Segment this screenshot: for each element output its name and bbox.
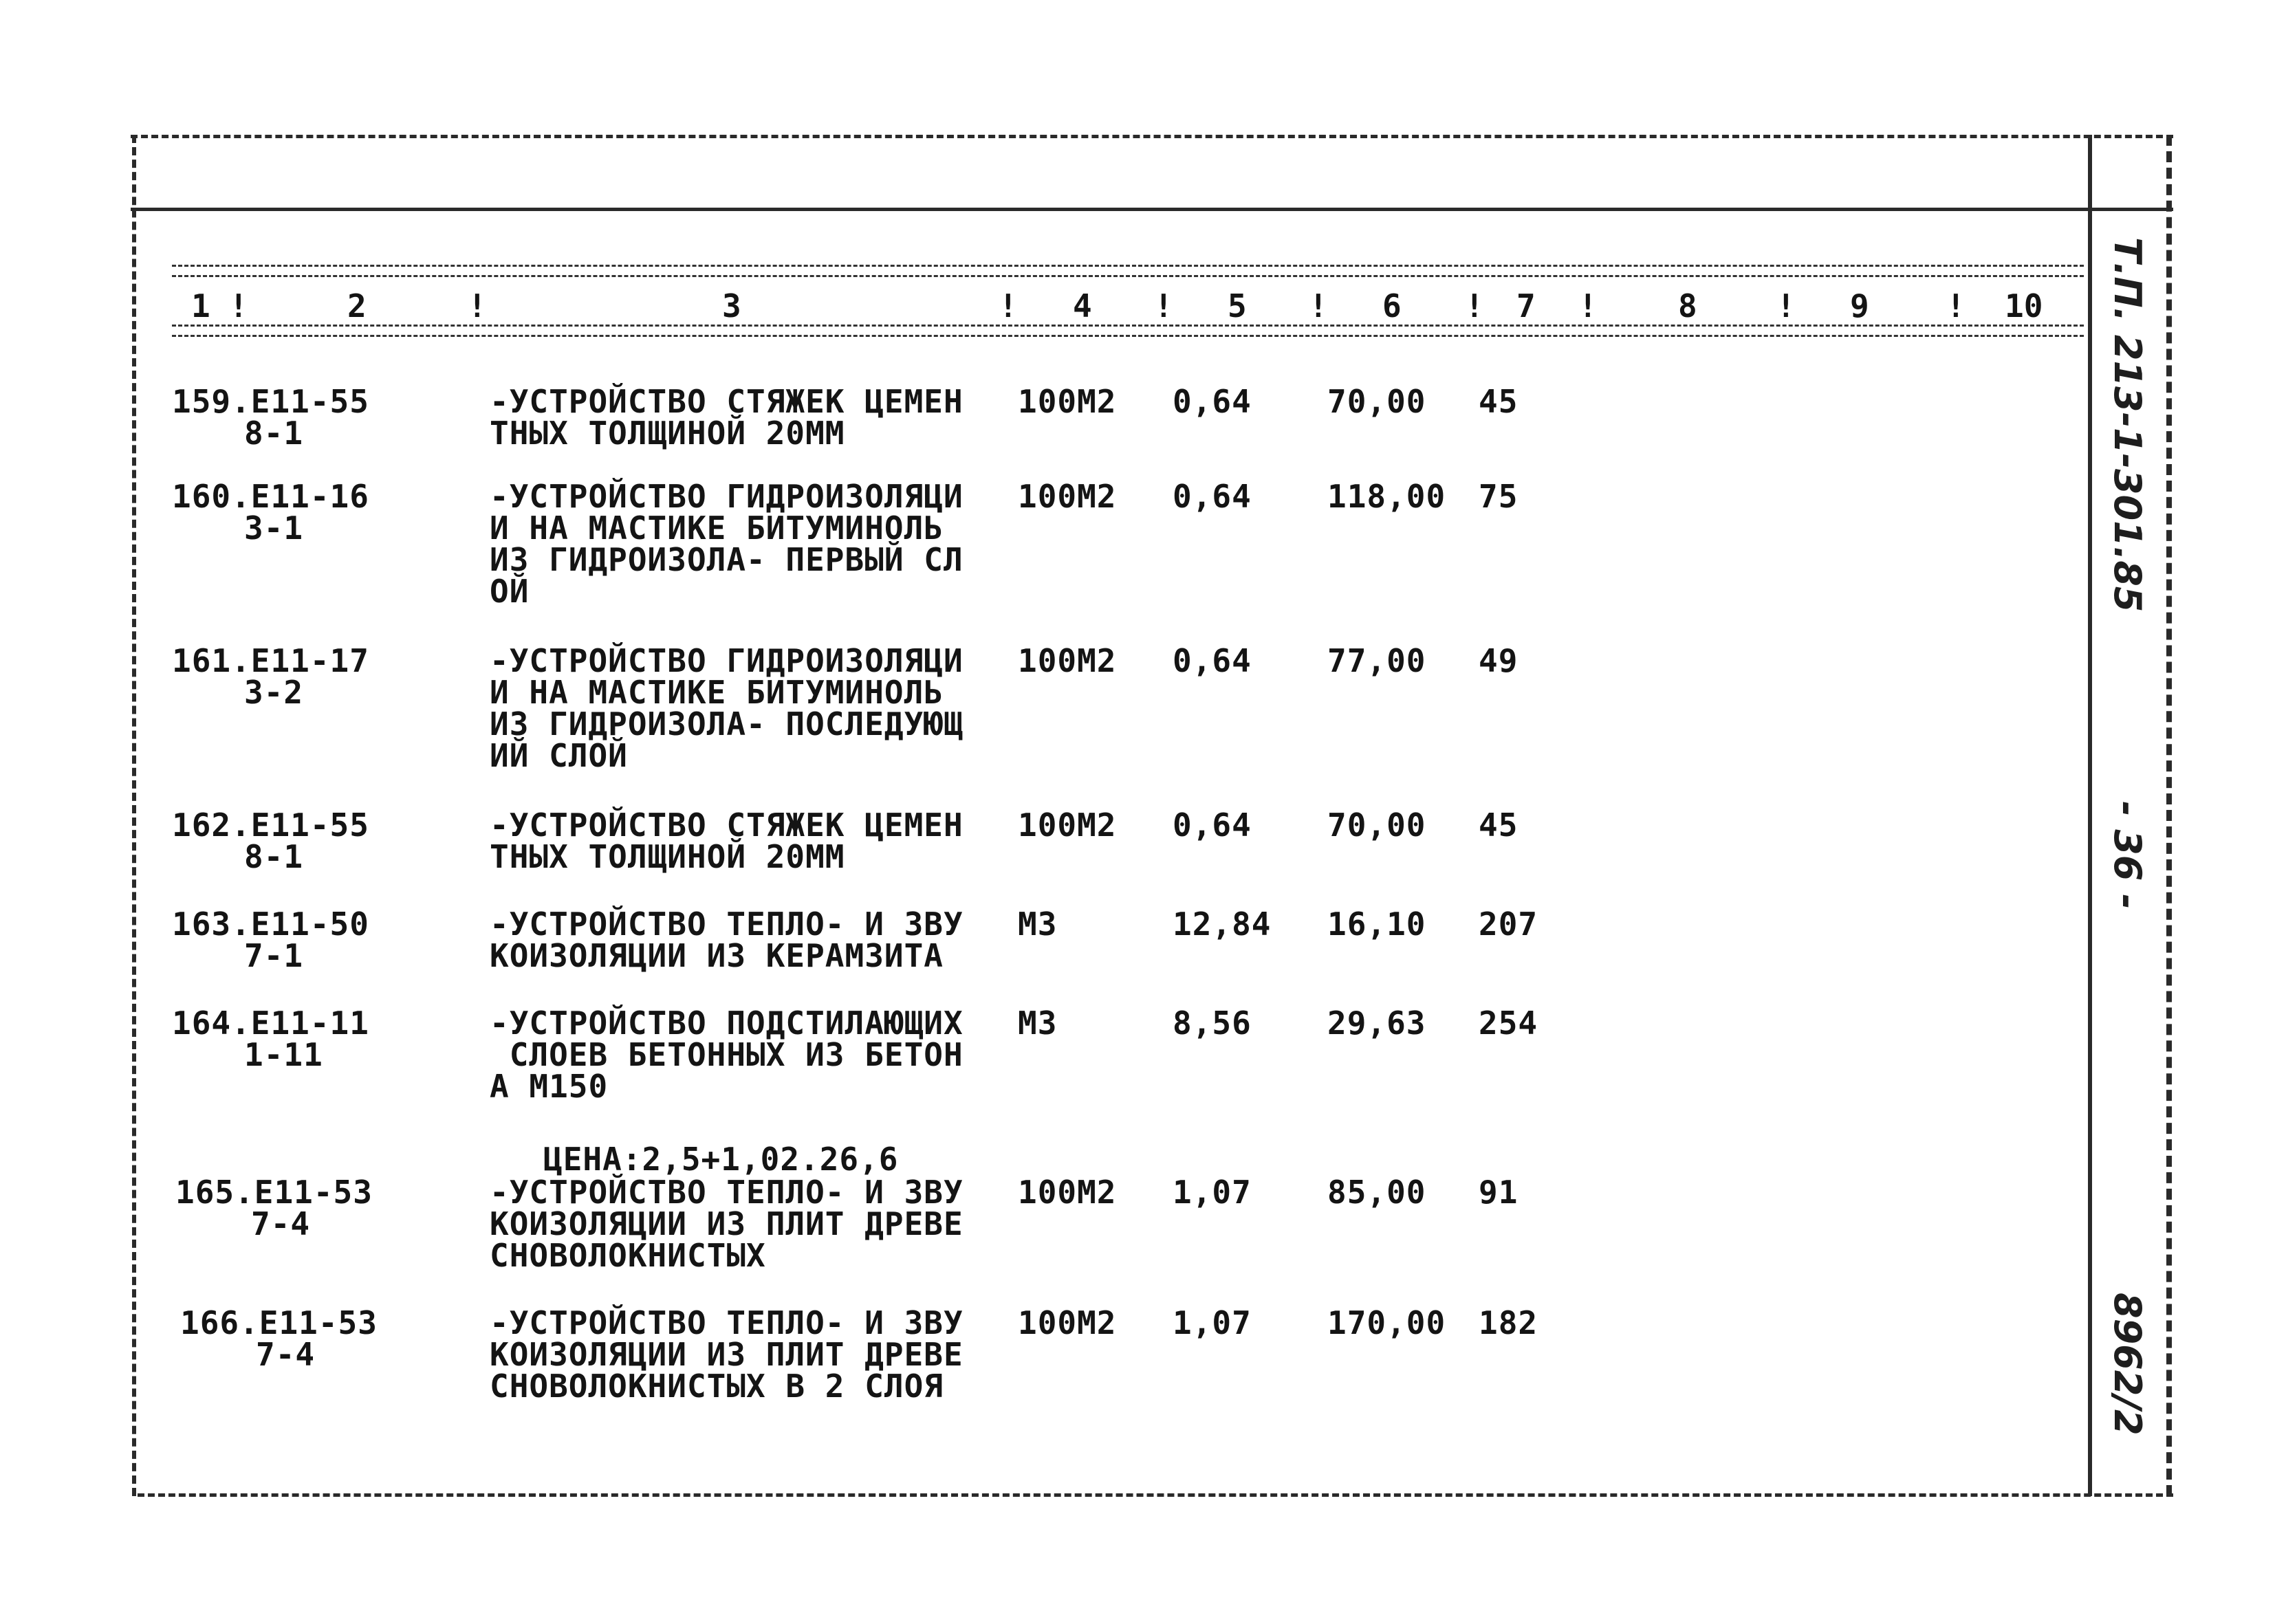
row-unit: М3 [1018,906,1058,943]
row-description: ТНЫХ ТОЛЩИНОЙ 20ММ [490,415,845,452]
row-total: 207 [1479,906,1538,943]
row-description: -УСТРОЙСТВО ГИДРОИЗОЛЯЦИ [490,642,964,679]
row-unit: 100М2 [1018,806,1117,844]
row-number: 164.Е11-11 [172,1005,369,1042]
row-total: 45 [1479,383,1519,420]
row-description: КОИЗОЛЯЦИИ ИЗ КЕРАМЗИТА [490,937,944,974]
row-total: 49 [1479,642,1519,679]
row-unit-price: 77,00 [1327,642,1426,679]
row-description: И НА МАСТИКЕ БИТУМИНОЛЬ [490,674,944,711]
row-description: -УСТРОЙСТВО ПОДСТИЛАЮЩИХ [490,1005,964,1042]
row-quantity: 0,64 [1173,806,1252,844]
col-header-10: 10 [2005,287,2043,325]
row-subcode: 3-1 [244,509,304,547]
row-number: 162.Е11-55 [172,806,369,844]
row-unit-price: 29,63 [1327,1005,1426,1042]
row-unit-price: 70,00 [1327,806,1426,844]
col-separator: ! [1578,287,1598,325]
row-number: 165.Е11-53 [175,1174,373,1211]
row-unit-price: 85,00 [1327,1174,1426,1211]
row-quantity: 12,84 [1173,906,1272,943]
row-subcode: 8-1 [244,838,304,875]
row-quantity: 0,64 [1173,642,1252,679]
frame-right-border [2166,135,2172,1496]
row-unit-price: 16,10 [1327,906,1426,943]
row-unit-price: 118,00 [1327,478,1446,515]
row-total: 45 [1479,806,1519,844]
col-separator: ! [1154,287,1173,325]
frame-top-border [131,135,2173,138]
col-header-3: 3 [722,287,741,325]
row-description: -УСТРОЙСТВО ТЕПЛО- И ЗВУ [490,1304,964,1341]
row-unit-price: 70,00 [1327,383,1426,420]
col-header-5: 5 [1228,287,1247,325]
col-separator: ! [999,287,1018,325]
col-separator: ! [1309,287,1328,325]
row-subcode: 7-1 [244,937,304,974]
header-rule-bottom [172,325,2084,337]
row-subcode: 7-4 [256,1336,316,1373]
row-description: ТНЫХ ТОЛЩИНОЙ 20ММ [490,838,845,875]
row-description: -УСТРОЙСТВО ТЕПЛО- И ЗВУ [490,1174,964,1211]
row-unit: 100М2 [1018,383,1117,420]
row-description: ИЙ СЛОЙ [490,737,628,774]
row-description: И НА МАСТИКЕ БИТУМИНОЛЬ [490,509,944,547]
row-description: СНОВОЛОКНИСТЫХ [490,1237,766,1274]
row-number: 166.Е11-53 [180,1304,378,1341]
row-number: 161.Е11-17 [172,642,369,679]
row-unit: 100М2 [1018,478,1117,515]
row-unit-price: 170,00 [1327,1304,1446,1341]
row-description: А М150 [490,1068,609,1105]
col-separator: ! [229,287,248,325]
row-quantity: 1,07 [1173,1304,1252,1341]
col-header-2: 2 [347,287,367,325]
row-description: КОИЗОЛЯЦИИ ИЗ ПЛИТ ДРЕВЕ [490,1205,964,1242]
row-unit: 100М2 [1018,1174,1117,1211]
frame-bottom-border [138,1493,2173,1497]
frame-left-border [132,135,136,1496]
row-number: 160.Е11-16 [172,478,369,515]
row-subcode: 8-1 [244,415,304,452]
row-description: ОЙ [490,573,530,610]
row-description: -УСТРОЙСТВО СТЯЖЕК ЦЕМЕН [490,383,964,420]
col-header-9: 9 [1850,287,1869,325]
row-description: СЛОЕВ БЕТОННЫХ ИЗ БЕТОН [490,1036,964,1073]
col-separator: ! [1465,287,1484,325]
row-total: 254 [1479,1005,1538,1042]
row-total: 91 [1479,1174,1519,1211]
col-header-4: 4 [1073,287,1092,325]
col-header-6: 6 [1382,287,1402,325]
row-subcode: 1-11 [244,1036,323,1073]
col-separator: ! [468,287,487,325]
page-number: - 36 - [2106,801,2149,910]
row-number: 159.Е11-55 [172,383,369,420]
row-unit: М3 [1018,1005,1058,1042]
row-description: -УСТРОЙСТВО СТЯЖЕК ЦЕМЕН [490,806,964,844]
row-quantity: 0,64 [1173,478,1252,515]
row-description: -УСТРОЙСТВО ТЕПЛО- И ЗВУ [490,906,964,943]
row-description: СНОВОЛОКНИСТЫХ В 2 СЛОЯ [490,1368,944,1405]
col-separator: ! [1776,287,1796,325]
row-description: ИЗ ГИДРОИЗОЛА- ПОСЛЕДУЮЩ [490,705,964,743]
col-header-1: 1 [191,287,210,325]
price-note: ЦЕНА:2,5+1,02.26,6 [543,1141,899,1178]
row-quantity: 0,64 [1173,383,1252,420]
header-rule-top [172,265,2084,277]
col-header-7: 7 [1516,287,1536,325]
document-code: Т.П. 213-1-301.85 [2106,237,2149,613]
sheet-number: 8962/2 [2106,1293,2149,1436]
row-unit: 100М2 [1018,1304,1117,1341]
row-subcode: 7-4 [251,1205,311,1242]
row-total: 75 [1479,478,1519,515]
row-unit: 100М2 [1018,642,1117,679]
frame-stamp-border [2088,135,2092,1496]
row-description: КОИЗОЛЯЦИИ ИЗ ПЛИТ ДРЕВЕ [490,1336,964,1373]
row-subcode: 3-2 [244,674,304,711]
row-description: ИЗ ГИДРОИЗОЛА- ПЕРВЫЙ СЛ [490,541,964,578]
row-quantity: 8,56 [1173,1005,1252,1042]
col-header-8: 8 [1678,287,1697,325]
row-description: -УСТРОЙСТВО ГИДРОИЗОЛЯЦИ [490,478,964,515]
row-total: 182 [1479,1304,1538,1341]
row-quantity: 1,07 [1173,1174,1252,1211]
row-number: 163.Е11-50 [172,906,369,943]
col-separator: ! [1946,287,1966,325]
frame-header-rule [131,208,2173,211]
